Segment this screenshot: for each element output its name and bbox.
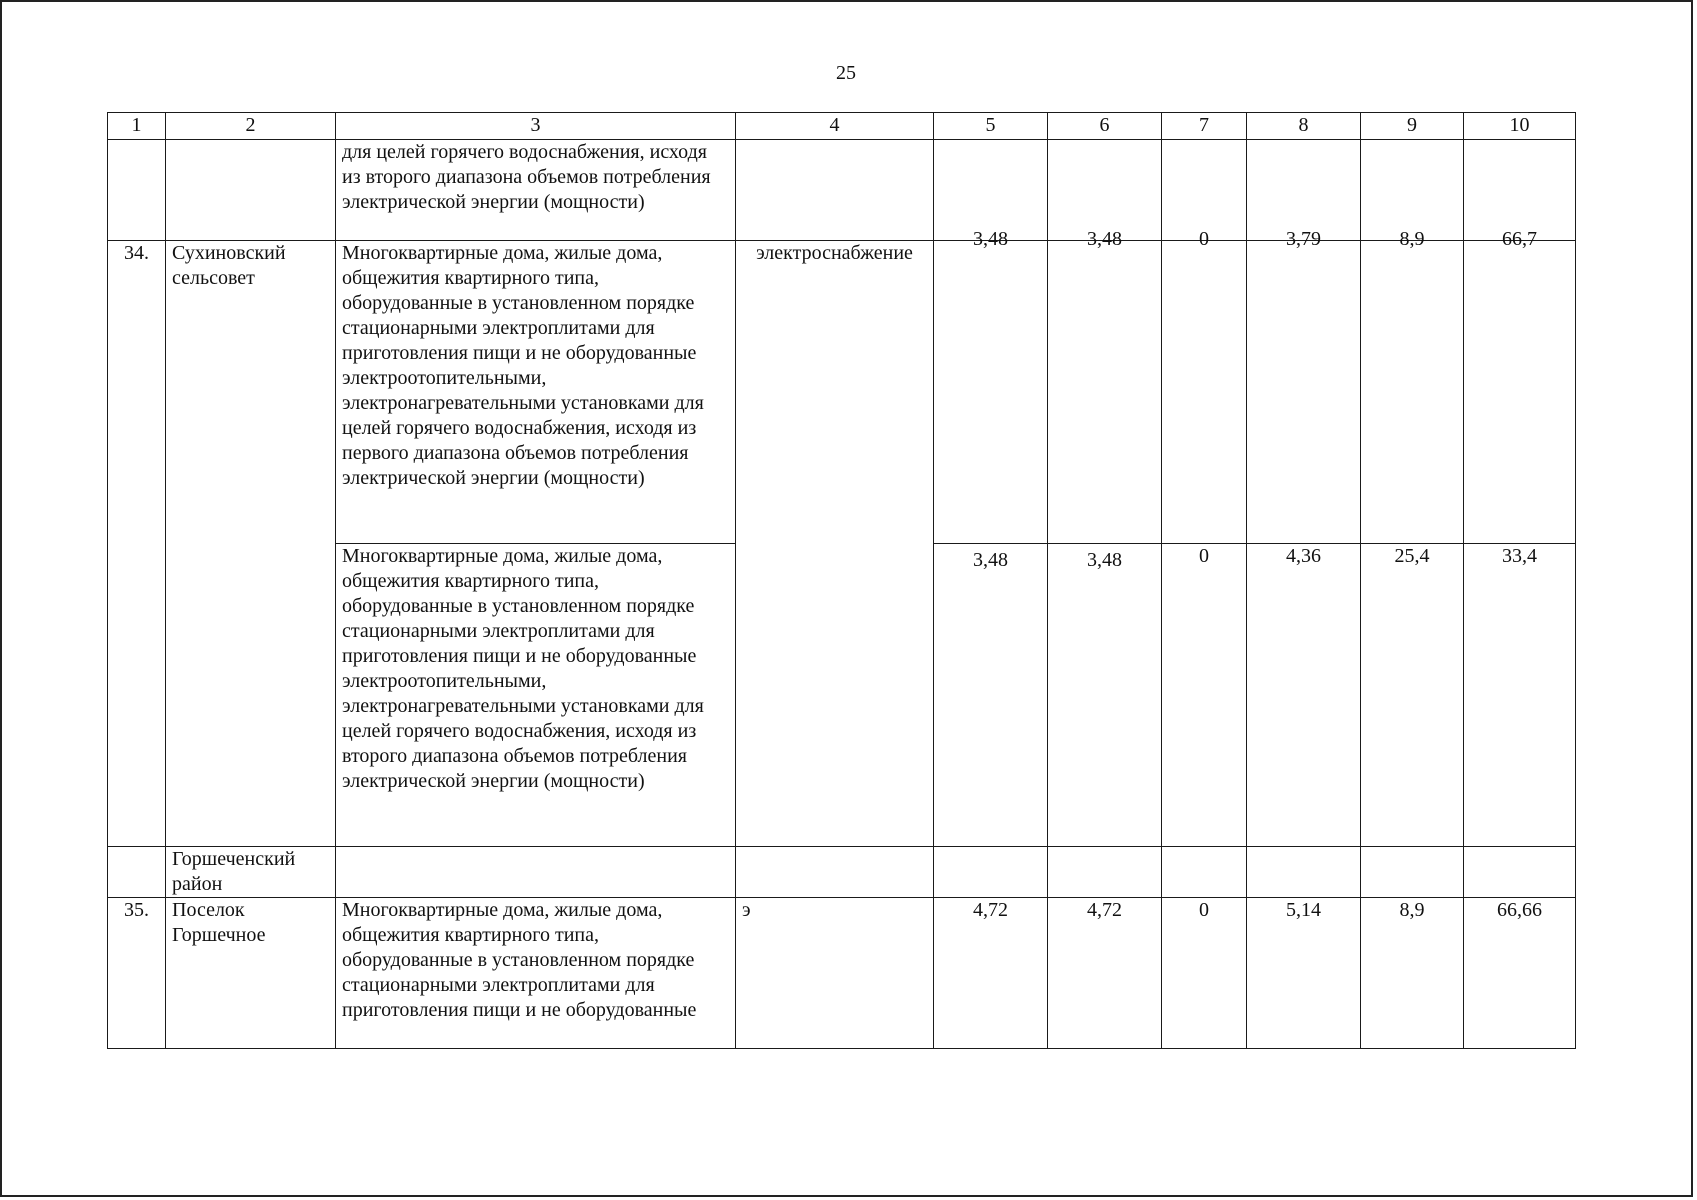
header-cell-10: 10 bbox=[1464, 113, 1576, 140]
empty-cell bbox=[1048, 847, 1162, 898]
value-col-7 bbox=[1162, 544, 1247, 847]
consumer-description: Многоквартирные дома, жилые дома, общежития квартирного типа, оборудованные в установленном порядке стационарными электроплитами для приготовления пищи и не оборудованные электроотопительными, электронагревательными установками для целей горячего водоснабжения, исходя из второго диапазона объемов потребления электрической энергии (мощности) bbox=[336, 544, 736, 847]
table-row-34-range-1 bbox=[108, 241, 1576, 544]
header-cell-1: 1 bbox=[108, 113, 166, 140]
empty-cell bbox=[108, 140, 166, 241]
value-col-8 bbox=[1247, 228, 1361, 544]
value-col-7 bbox=[1162, 228, 1247, 544]
empty-cell bbox=[1162, 847, 1247, 898]
header-cell-3: 3 bbox=[336, 113, 736, 140]
empty-cell bbox=[1464, 140, 1576, 241]
value-col-9 bbox=[1361, 228, 1464, 544]
value-col-6: 4,72 bbox=[1048, 898, 1162, 1049]
empty-cell bbox=[1361, 847, 1464, 898]
empty-cell bbox=[934, 847, 1048, 898]
empty-cell bbox=[166, 140, 336, 241]
table-header-row bbox=[108, 113, 1576, 140]
row-number: 34. bbox=[108, 241, 166, 847]
value-text: 3,48 bbox=[973, 549, 1008, 571]
service-type: э bbox=[736, 898, 934, 1049]
consumer-description: Многоквартирные дома, жилые дома, общежития квартирного типа, оборудованные в установленном порядке стационарными электроплитами для приготовления пищи и не оборудованные bbox=[336, 898, 736, 1049]
empty-cell bbox=[736, 847, 934, 898]
consumer-description: Многоквартирные дома, жилые дома, общежития квартирного типа, оборудованные в установленном порядке стационарными электроплитами для приготовления пищи и не оборудованные электроотопительными, электронагревательными установками для целей горячего водоснабжения, исходя из первого диапазона объемов потребления электрической энергии (мощности) bbox=[336, 241, 736, 544]
header-cell-4: 4 bbox=[736, 113, 934, 140]
value-col-7: 0 bbox=[1162, 898, 1247, 1049]
value-col-5: 4,72 bbox=[934, 898, 1048, 1049]
locality-name: Поселок Горшечное bbox=[166, 898, 336, 1049]
value-col-10: 66,66 bbox=[1464, 898, 1576, 1049]
value-col-8: 5,14 bbox=[1247, 898, 1361, 1049]
table-row-district bbox=[108, 847, 1576, 898]
value-col-9: 8,9 bbox=[1361, 898, 1464, 1049]
value-text: 33,4 bbox=[1502, 545, 1537, 567]
value-text: 3,48 bbox=[1087, 228, 1122, 250]
value-col-10 bbox=[1464, 544, 1576, 847]
value-col-6 bbox=[1048, 544, 1162, 847]
service-type: электроснабжение bbox=[736, 241, 934, 847]
locality-name: Сухиновский сельсовет bbox=[166, 241, 336, 847]
district-name: Горшеченский район bbox=[166, 847, 336, 898]
empty-cell bbox=[1048, 140, 1162, 241]
empty-cell bbox=[108, 847, 166, 898]
header-cell-7: 7 bbox=[1162, 113, 1247, 140]
value-text: 66,7 bbox=[1502, 228, 1537, 250]
empty-cell bbox=[934, 140, 1048, 241]
header-cell-8: 8 bbox=[1247, 113, 1361, 140]
table-row-35 bbox=[108, 898, 1576, 1049]
empty-cell bbox=[1247, 140, 1361, 241]
value-col-5 bbox=[934, 544, 1048, 847]
empty-cell bbox=[1247, 847, 1361, 898]
header-cell-5: 5 bbox=[934, 113, 1048, 140]
table-row-continuation bbox=[108, 140, 1576, 241]
value-col-8 bbox=[1247, 544, 1361, 847]
value-text: 25,4 bbox=[1394, 545, 1430, 567]
value-text: 8,9 bbox=[1399, 228, 1425, 250]
empty-cell bbox=[1162, 140, 1247, 241]
value-col-9 bbox=[1361, 544, 1464, 847]
row-number: 35. bbox=[108, 898, 166, 1049]
empty-cell bbox=[1464, 847, 1576, 898]
value-text: 4,36 bbox=[1286, 545, 1321, 567]
header-cell-6: 6 bbox=[1048, 113, 1162, 140]
value-text: 3,48 bbox=[1087, 549, 1122, 571]
value-text: 0 bbox=[1199, 545, 1209, 567]
empty-cell bbox=[1361, 140, 1464, 241]
value-text: 3,79 bbox=[1286, 228, 1321, 250]
header-cell-9: 9 bbox=[1361, 113, 1464, 140]
empty-cell bbox=[736, 140, 934, 241]
consumer-description: для целей горячего водоснабжения, исходя из второго диапазона объемов потребления электрической энергии (мощности) bbox=[336, 140, 736, 241]
page-number: 25 bbox=[836, 62, 856, 84]
value-col-10 bbox=[1464, 228, 1576, 544]
header-cell-2: 2 bbox=[166, 113, 336, 140]
empty-cell bbox=[336, 847, 736, 898]
value-text: 3,48 bbox=[973, 228, 1008, 250]
value-text: 0 bbox=[1199, 228, 1209, 250]
value-col-6 bbox=[1048, 228, 1162, 544]
tariff-table bbox=[107, 112, 1576, 1049]
value-col-5 bbox=[934, 228, 1048, 544]
